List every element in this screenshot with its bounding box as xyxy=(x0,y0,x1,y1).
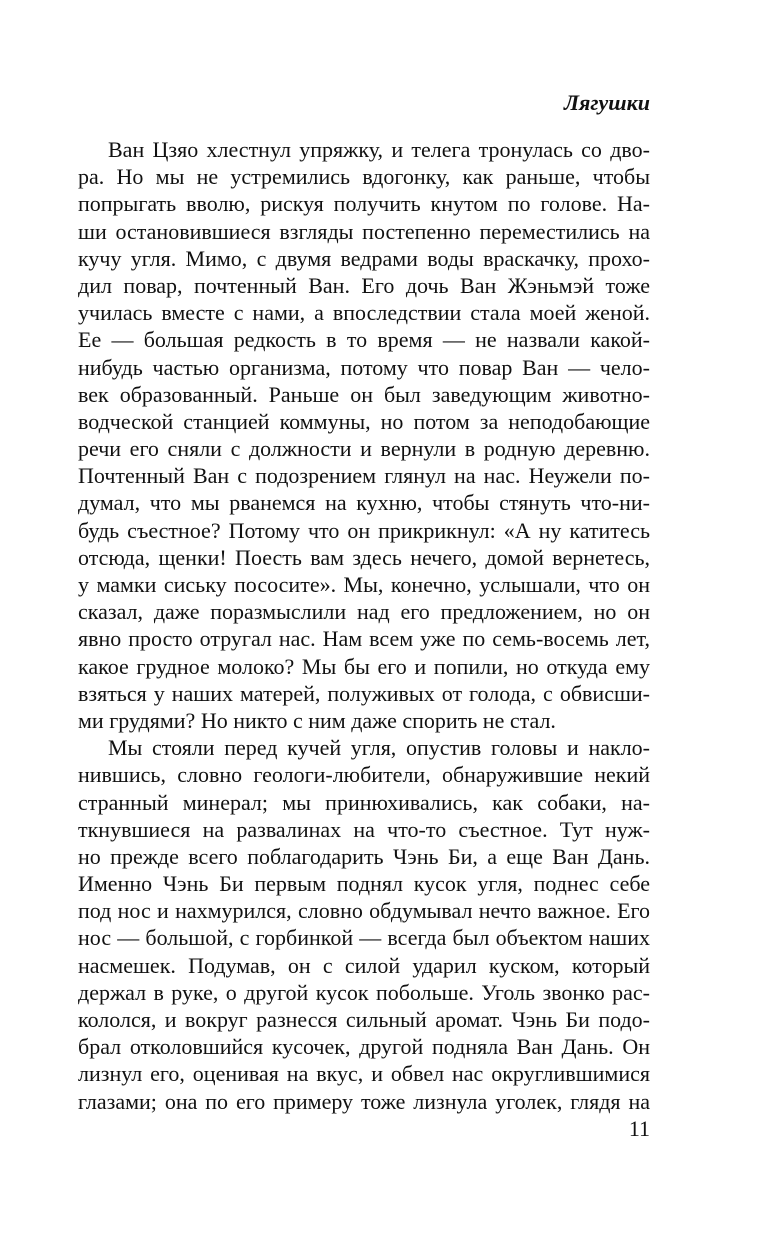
text-line: Почтенный Ван с подозрением глянул на нас. Неужели по- xyxy=(78,463,650,489)
paragraph xyxy=(78,136,650,734)
text-line: век образованный. Раньше он был заведующим животно- xyxy=(78,381,650,407)
text-line: будь съестное? Потому что он прикрикнул: «А ну катитесь xyxy=(78,517,650,543)
text-line: насмешек. Подумав, он с силой ударил куском, который xyxy=(78,952,650,978)
paragraph xyxy=(78,734,650,1115)
text-line: Ван Цзяо хлестнул упряжку, и телега тронулась со дво- xyxy=(108,137,650,162)
text-line: лизнул его, оценивая на вкус, и обвел нас округлившимися xyxy=(78,1061,650,1087)
text-line: ши остановившиеся взгляды постепенно переместились на xyxy=(78,218,650,244)
text-line: держал в руке, о другой кусок побольше. Уголь звонко рас- xyxy=(78,979,650,1005)
running-head: Лягушки xyxy=(563,90,650,115)
text-line: училась вместе с нами, а впоследствии стала моей женой. xyxy=(78,300,650,326)
text-line: странный минерал; мы принюхивались, как собаки, на- xyxy=(78,789,650,815)
text-line: нос — большой, с горбинкой — всегда был объектом наших xyxy=(78,925,650,951)
text-line: ми грудями? Но никто с ним даже спорить не стал. xyxy=(78,707,556,733)
text-line: ра. Но мы не устремились вдогонку, как раньше, чтобы xyxy=(78,164,650,190)
text-line: отсюда, щенки! Поесть вам здесь нечего, домой вернетесь, xyxy=(78,544,650,570)
text-line: глазами; она по его примеру тоже лизнула уголек, глядя на xyxy=(78,1088,650,1114)
text-line: нившись, словно геологи-любители, обнаружившие некий xyxy=(78,762,650,788)
text-line: кололся, и вокруг разнесся сильный аромат. Чэнь Би подо- xyxy=(78,1007,650,1032)
text-line: какое грудное молоко? Мы бы его и попили, но откуда ему xyxy=(78,653,650,679)
text-line: Ее — большая редкость в то время — не назвали какой- xyxy=(78,327,650,353)
text-line: нибудь частью организма, потому что повар Ван — чело- xyxy=(78,354,650,380)
text-line: у мамки сиську пососите». Мы, конечно, услышали, что он xyxy=(78,572,650,597)
text-line: речи его сняли с должности и вернули в родную деревню. xyxy=(78,436,650,462)
text-line: думал, что мы рванемся на кухню, чтобы стянуть что-ни- xyxy=(78,490,650,516)
text-line: дил повар, почтенный Ван. Его дочь Ван Жэньмэй тоже xyxy=(78,272,650,298)
text-line: явно просто отругал нас. Нам всем уже по семь-восемь лет, xyxy=(78,626,650,652)
paragraph-container xyxy=(78,136,650,1115)
text-line: Именно Чэнь Би первым поднял кусок угля, поднес себе xyxy=(78,871,650,897)
text-line: водческой станцией коммуны, но потом за неподобающие xyxy=(78,408,650,434)
text-line: под нос и нахмурился, словно обдумывал нечто важное. Его xyxy=(78,898,650,924)
text-line: ткнувшиеся на развалинах на что-то съестное. Тут нуж- xyxy=(78,816,650,842)
body-text xyxy=(78,136,650,1115)
text-line: Мы стояли перед кучей угля, опустив головы и накло- xyxy=(108,735,650,761)
page-number: 11 xyxy=(628,1116,650,1141)
text-line: но прежде всего поблагодарить Чэнь Би, а еще Ван Дань. xyxy=(78,843,650,869)
text-line: брал отколовшийся кусочек, другой подняла Ван Дань. Он xyxy=(78,1034,650,1060)
text-line: взяться у наших матерей, полуживых от голода, с обвисши- xyxy=(78,680,650,706)
text-line: попрыгать вволю, рискуя получить кнутом по голове. На- xyxy=(78,191,650,217)
text-line: сказал, даже поразмыслили над его предложением, но он xyxy=(78,599,650,625)
text-line: кучу угля. Мимо, с двумя ведрами воды враскачку, прохо- xyxy=(78,245,650,271)
